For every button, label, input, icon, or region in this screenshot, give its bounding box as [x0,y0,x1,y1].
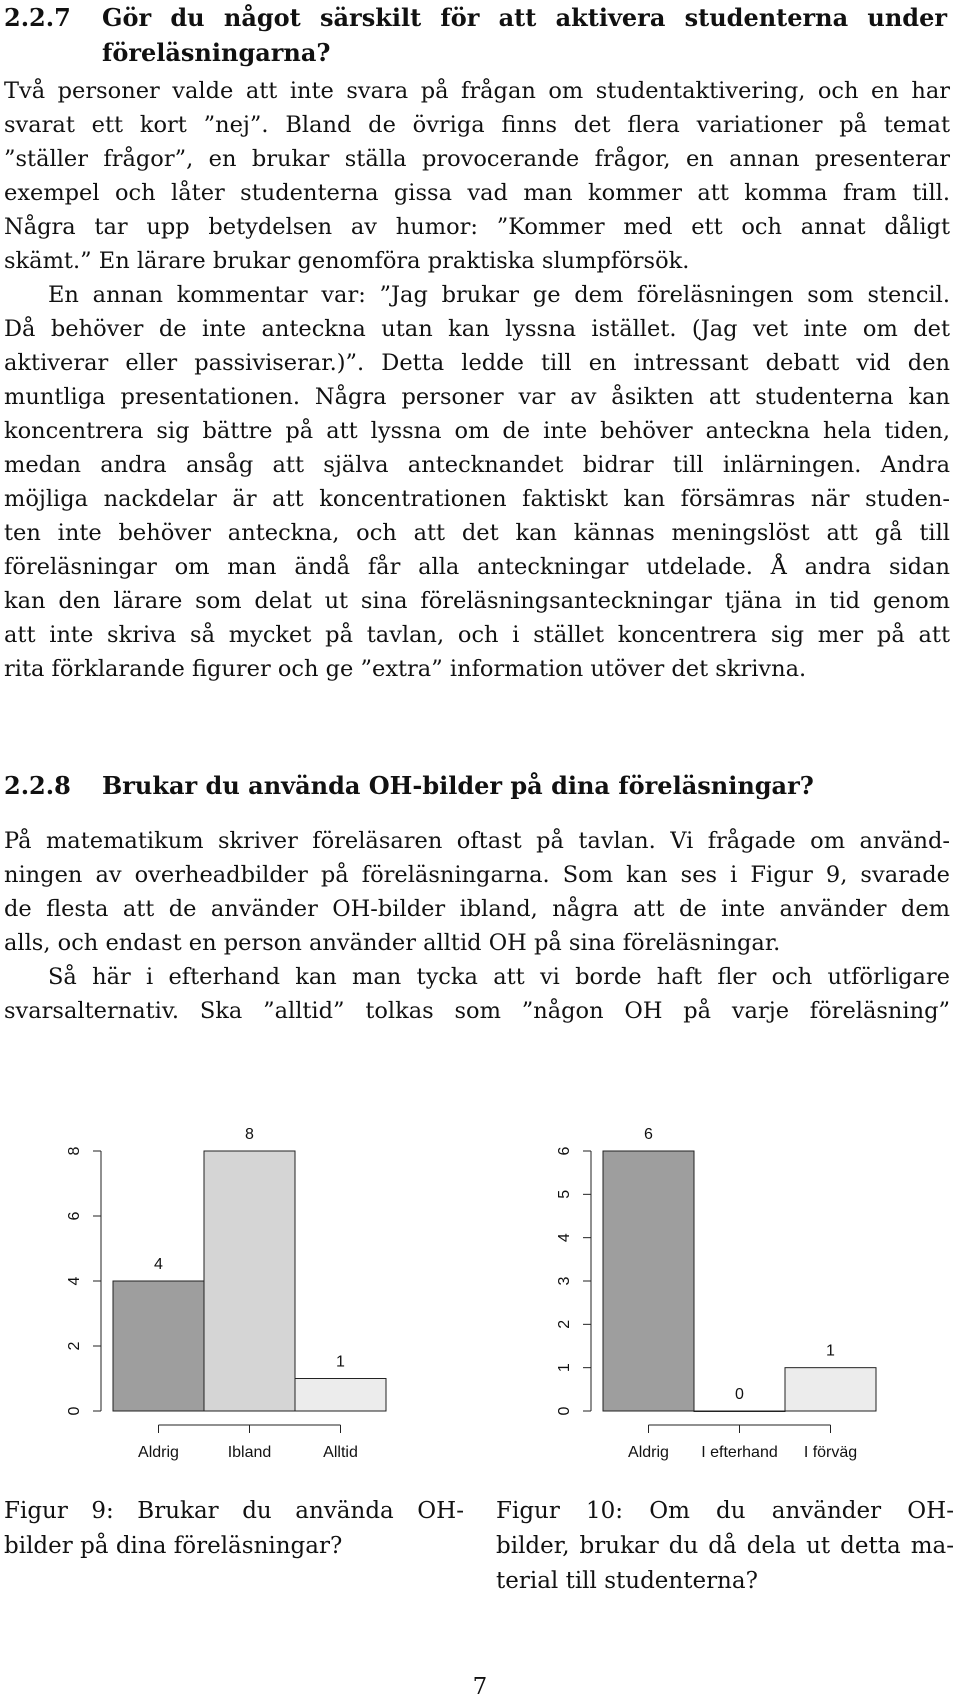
text-line: svarsalternativ. Ska ”alltid” tolkas som ”någon OH på varje föreläsning” [4,998,950,1024]
bar-alltid [295,1379,386,1412]
figure-9-caption [4,1494,464,1564]
category-label: Ibland [227,1444,272,1461]
text-line: aktiverar eller passiviserar.)”. Detta ledde till en intressant debatt vid den [4,350,950,376]
paragraph-student-activation [4,74,950,278]
section-title-line: Gör du något särskilt för att aktivera studenterna under [102,3,947,32]
paragraph-stencil-comment [4,278,950,686]
category-label: I förväg [803,1444,858,1461]
y-tick-label: 8 [66,1146,83,1156]
y-tick-label: 5 [556,1189,573,1199]
category-label: Aldrig [138,1444,179,1461]
bar-ibland [204,1151,295,1411]
y-tick-label: 3 [556,1276,573,1286]
caption-line: bilder, brukar du då dela ut detta ma- [496,1533,954,1559]
figure-9-chart [0,1120,470,1474]
bar-value-label: 4 [154,1256,163,1273]
text-line: ningen av overheadbilder på föreläsningarna. Som kan ses i Figur 9, svarade [4,862,950,888]
text-line: möjliga nackdelar är att koncentrationen faktiskt kan försämras när studen- [4,486,950,512]
caption-line: Figur 10: Om du använder OH- [496,1498,954,1524]
category-label: I efterhand [701,1444,778,1461]
text-line: muntliga presentationen. Några personer var av åsikten att studenterna kan [4,384,950,410]
text-line: ”ställer frågor”, en brukar ställa provocerande frågor, en annan presenterar [4,146,950,172]
section-number: 2.2.7 [4,3,71,32]
text-line: Då behöver de inte anteckna utan kan lyssna istället. (Jag vet inte om det [4,316,950,342]
figure-10-chart [490,1120,960,1474]
bar-i-förväg [785,1368,876,1411]
text-line: svarat ett kort ”nej”. Bland de övriga finns det flera variationer på temat [4,112,950,138]
bar-value-label: 1 [826,1342,835,1360]
text-line: Två personer valde att inte svara på frågan om studentaktivering, och en har [4,78,950,104]
bar-aldrig [113,1281,204,1411]
category-label: Aldrig [628,1444,669,1461]
text-line: Några tar upp betydelsen av humor: ”Kommer med ett och annat dåligt [4,214,950,240]
text-line: de flesta att de använder OH-bilder ibland, några att de inte använder dem [4,896,950,922]
text-line: ten inte behöver anteckna, och att det kan kännas meningslöst att gå till [4,520,950,546]
y-tick-label: 2 [66,1341,83,1351]
bar-chart-oh-usage [0,1120,470,1470]
text-line: På matematikum skriver föreläsaren oftast på tavlan. Vi frågade om använd- [4,828,950,854]
category-label: Alltid [323,1444,358,1461]
bar-i-efterhand [694,1411,785,1412]
text-line: skämt.” En lärare brukar genomföra praktiska slumpförsök. [4,248,690,274]
section-title-line: Brukar du använda OH-bilder på dina föreläsningar? [102,771,814,800]
y-tick-label: 0 [66,1406,83,1416]
figure-10-caption [496,1494,954,1599]
bar-value-label: 1 [336,1353,345,1371]
y-tick-label: 0 [556,1406,573,1416]
caption-line: terial till studenterna? [496,1568,758,1594]
text-line: Så här i efterhand kan man tycka att vi borde haft fler och utförligare [48,964,950,990]
text-line: alls, och endast en person använder alltid OH på sina föreläsningar. [4,930,781,956]
paragraph-oh-usage [4,824,950,960]
bar-value-label: 8 [245,1126,254,1143]
text-line: medan andra ansåg att själva antecknandet bidrar till inlärningen. Andra [4,452,950,478]
text-line: föreläsningar om man ändå får alla anteckningar utdelade. Å andra sidan [4,554,950,580]
text-line: att inte skriva så mycket på tavlan, och i stället koncentrera sig mer på att [4,622,950,648]
text-line: En annan kommentar var: ”Jag brukar ge dem föreläsningen som stencil. [48,282,950,308]
y-tick-label: 1 [556,1363,573,1373]
text-line: exempel och låter studenterna gissa vad man kommer att komma fram till. [4,180,950,206]
section-heading-2-2-7 [4,0,947,70]
y-tick-label: 6 [66,1211,83,1221]
bar-chart-oh-handout [490,1120,960,1470]
section-heading-2-2-8 [4,768,947,803]
caption-line: Figur 9: Brukar du använda OH- [4,1498,464,1524]
y-tick-label: 4 [556,1233,573,1243]
text-line: kan den lärare som delat ut sina föreläsningsanteckningar tjäna in tid genom [4,588,950,614]
section-number: 2.2.8 [4,771,71,800]
paragraph-hindsight [4,960,950,1028]
text-line: rita förklarande figurer och ge ”extra” information utöver det skrivna. [4,656,807,682]
section-title-line: föreläsningarna? [102,38,331,67]
y-tick-label: 4 [66,1276,83,1286]
bar-value-label: 0 [735,1386,744,1403]
y-tick-label: 2 [556,1319,573,1329]
bar-aldrig [603,1151,694,1411]
caption-line: bilder på dina föreläsningar? [4,1533,343,1559]
bar-value-label: 6 [644,1126,653,1143]
y-tick-label: 6 [556,1146,573,1156]
page-number: 7 [472,1674,488,1700]
text-line: koncentrera sig bättre på att lyssna om de inte behöver anteckna hela tiden, [4,418,950,444]
